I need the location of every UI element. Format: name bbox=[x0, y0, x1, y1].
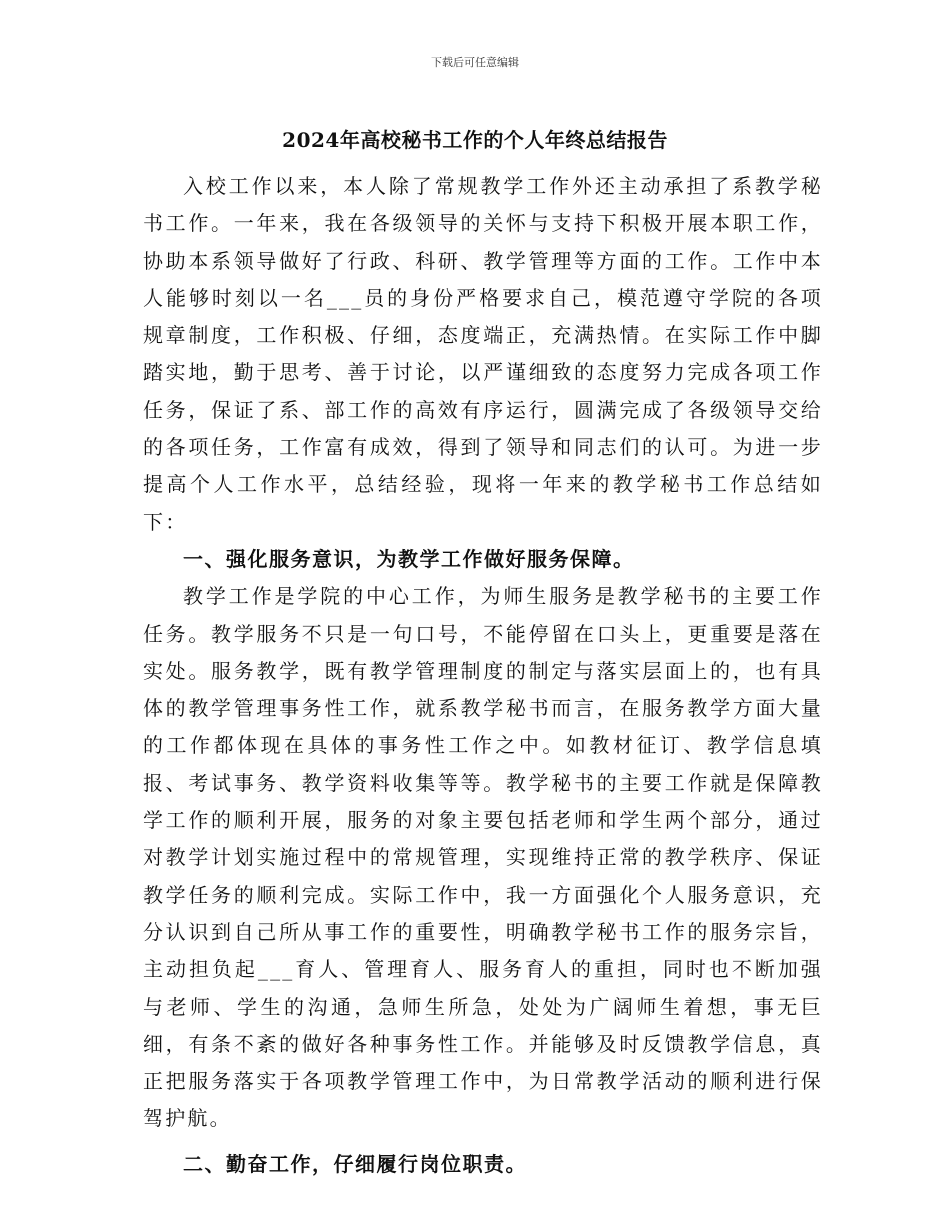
page-header-watermark: 下载后可任意编辑 bbox=[431, 56, 519, 69]
intro-paragraph: 入校工作以来，本人除了常规教学工作外还主动承担了系教学秘书工作。一年来，我在各级领导的关怀与支持下积极开展本职工作，协助本系领导做好了行政、科研、教学管理等方面的工作。工作中本人能够时刻以一名___员的身份严格要求自己，模范遵守学院的各项规章制度，工作积极、仔细，态度端正，充满热情。在实际工作中脚踏实地，勤于思考、善于讨论，以严谨细致的态度努力完成各项工作任务，保证了系、部工作的高效有序运行，圆满完成了各级领导交给的各项任务，工作富有成效，得到了领导和同志们的认可。为进一步提高个人工作水平，总结经验，现将一年来的教学秘书工作总结如下： bbox=[143, 174, 823, 534]
document-title: 2024年高校秘书工作的个人年终总结报告 bbox=[282, 128, 668, 152]
section-2-heading: 二、勤奋工作，仔细履行岗位职责。 bbox=[183, 1151, 527, 1176]
section-1-heading: 一、强化服务意识，为教学工作做好服务保障。 bbox=[183, 546, 635, 571]
document-body bbox=[143, 168, 823, 1183]
section-1-paragraph: 教学工作是学院的中心工作，为师生服务是教学秘书的主要工作任务。教学服务不只是一句口号，不能停留在口头上，更重要是落在实处。服务教学，既有教学管理制度的制定与落实层面上的，也有具体的教学管理事务性工作，就系教学秘书而言，在服务教学方面大量的工作都体现在具体的事务性工作之中。如教材征订、教学信息填报、考试事务、教学资料收集等等。教学秘书的主要工作就是保障教学工作的顺利开展，服务的对象主要包括老师和学生两个部分，通过对教学计划实施过程中的常规管理，实现维持正常的教学秩序、保证教学任务的顺利完成。实际工作中，我一方面强化个人服务意识，充分认识到自己所从事工作的重要性，明确教学秘书工作的服务宗旨，主动担负起___育人、管理育人、服务育人的重担，同时也不断加强与老师、学生的沟通，急师生所急，处处为广阔师生着想，事无巨细，有条不紊的做好各种事务性工作。并能够及时反馈教学信息，真正把服务落实于各项教学管理工作中，为日常教学活动的顺利进行保驾护航。 bbox=[143, 584, 823, 1131]
